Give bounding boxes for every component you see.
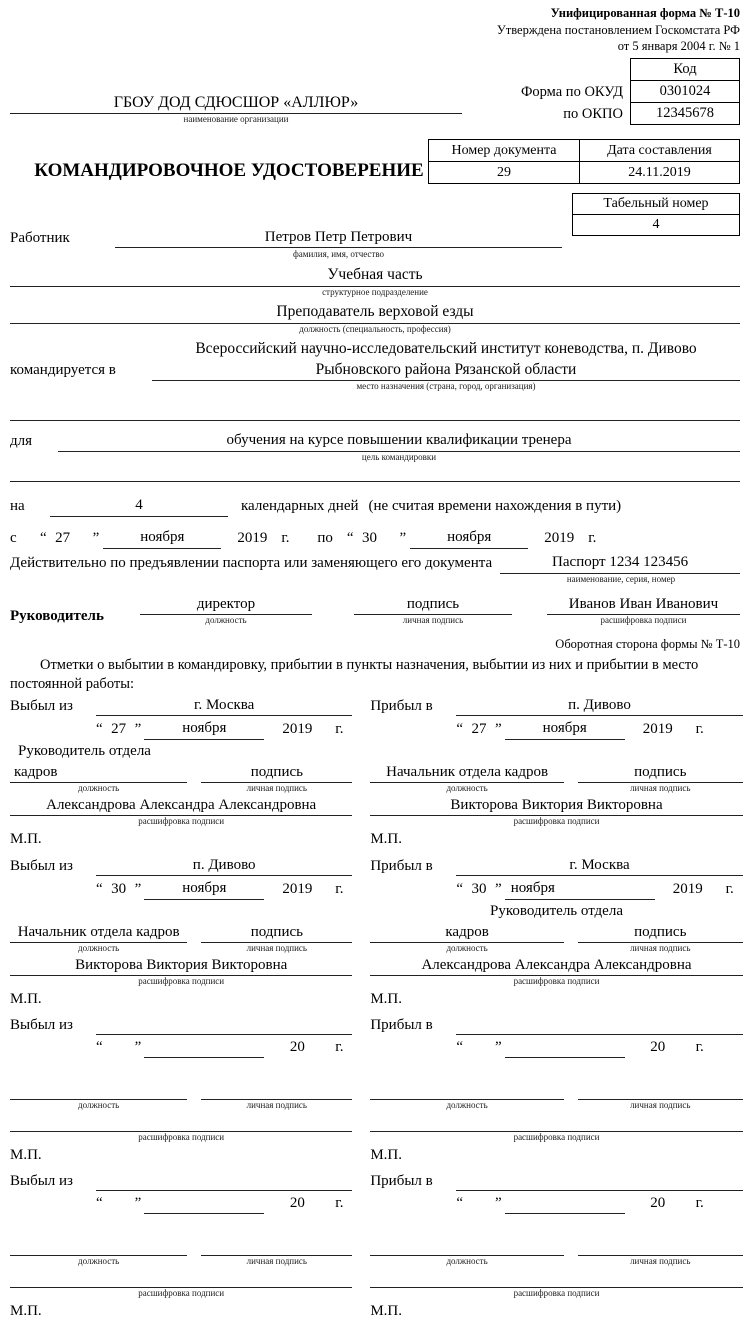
head-label: Руководитель: [10, 607, 104, 624]
head-signature-row: [10, 594, 740, 626]
name-caption: расшифровка подписи: [138, 1288, 225, 1299]
duration-text: календарных дней: [241, 497, 359, 514]
quote-close: ”: [134, 721, 142, 738]
departed-from-label: Выбыл из: [10, 698, 73, 715]
purpose-field: обучения на курсе повышении квалификации тренера: [58, 430, 740, 452]
destination-label: командируется в: [10, 361, 116, 378]
signature-field: подпись: [578, 762, 743, 783]
head-position-col: [140, 594, 312, 626]
to-month-field: ноября: [410, 526, 528, 549]
year-suffix: г.: [335, 1039, 344, 1056]
purpose-label: для: [10, 432, 33, 449]
year-field: 2019: [672, 881, 703, 898]
role-field: Начальник отдела кадров: [370, 762, 564, 783]
quote-close: ”: [399, 529, 407, 546]
signature-row: [10, 922, 352, 954]
mark-block-departed-2: [10, 855, 352, 1009]
date-row: [96, 717, 352, 740]
position-caption: должность: [446, 783, 488, 794]
mark-block-arrived-2: [370, 855, 742, 1009]
role-above: [10, 900, 352, 922]
worker-name-caption: фамилия, имя, отчество: [292, 248, 385, 259]
quote-open: “: [456, 1195, 464, 1212]
role-field: кадров: [370, 922, 564, 943]
quote-close: ”: [495, 1195, 502, 1212]
valid-document-caption: наименование, серия, номер: [566, 573, 676, 584]
duration-row: [10, 495, 740, 517]
quote-close: ”: [495, 881, 502, 898]
departed-from-label: Выбыл из: [10, 858, 73, 875]
organization-block: [10, 70, 462, 125]
valid-document-field: Паспорт 1234 123456: [500, 552, 740, 574]
quote-open: “: [40, 529, 47, 546]
date-row: [96, 1192, 352, 1214]
blank-continuation-line-2: [10, 468, 740, 482]
position-caption: должность: [78, 943, 120, 954]
name-caption: расшифровка подписи: [138, 816, 225, 827]
quote-close: ”: [134, 881, 142, 898]
month-field: ноября: [505, 877, 655, 900]
name-field: [10, 1112, 352, 1132]
signature-row: [370, 762, 742, 794]
month-field: ноября: [144, 877, 264, 900]
department-caption: структурное подразделение: [322, 286, 428, 297]
name-field: [370, 1112, 742, 1132]
day-field: 27: [111, 721, 127, 738]
personnel-number-table: [572, 193, 740, 236]
quote-close: ”: [495, 1039, 502, 1056]
role-field: [370, 1236, 564, 1256]
arrived-at-label: Прибыл в: [370, 1173, 433, 1190]
quote-open: “: [456, 1039, 464, 1056]
quote-close: ”: [495, 721, 502, 738]
role-above: [10, 1214, 352, 1236]
worker-row: [10, 227, 562, 248]
blank-continuation-line: [10, 404, 740, 421]
period-row: [10, 526, 740, 549]
quote-open: “: [456, 721, 464, 738]
month-field: ноября: [144, 717, 264, 740]
signature-caption: личная подпись: [630, 943, 691, 954]
place-field: п. Дивово: [96, 855, 352, 876]
position-caption: должность: [78, 1100, 120, 1111]
year-suffix: г.: [695, 721, 704, 738]
okud-label: Форма по ОКУД: [520, 83, 623, 100]
head-signature-col: [354, 594, 512, 626]
form-approval-header: [10, 5, 740, 55]
stamp-mp: М.П.: [370, 831, 403, 848]
year-suffix: г.: [725, 881, 734, 898]
stamp-mp: М.П.: [10, 1303, 42, 1320]
quote-open: “: [96, 881, 103, 898]
signature-caption: личная подпись: [630, 1256, 691, 1267]
place-field: г. Москва: [456, 855, 742, 876]
quote-open: “: [456, 881, 464, 898]
stamp-mp: М.П.: [370, 1147, 403, 1164]
purpose-caption: цель командировки: [361, 451, 437, 462]
destination-row: [10, 338, 740, 381]
signature-caption: личная подпись: [246, 1256, 308, 1267]
date-row: [96, 1036, 352, 1058]
doc-date-header: Дата составления: [580, 140, 739, 161]
document-title: КОМАНДИРОВОЧНОЕ УДОСТОВЕРЕНИЕ: [34, 159, 424, 181]
approved-date-line: от 5 января 2004 г. № 1: [617, 39, 740, 53]
name-caption: расшифровка подписи: [138, 1132, 225, 1143]
date-row: [456, 877, 742, 900]
role-above: Руководитель отдела: [490, 903, 623, 920]
purpose-caption-wrap: [58, 452, 740, 463]
duration-label: на: [10, 497, 25, 514]
date-row: [456, 1036, 742, 1058]
mark-block-departed-4: [10, 1171, 352, 1321]
doc-number-header: Номер документа: [429, 140, 579, 161]
quote-open: “: [96, 1195, 103, 1212]
position-caption: должность: [446, 943, 488, 954]
position-field-block: [10, 303, 740, 335]
organization-name-field: ГБОУ ДОД СДЮСШОР «АЛЛЮР»: [10, 94, 462, 114]
organization-caption: наименование организации: [183, 113, 289, 124]
arrived-at-label: Прибыл в: [370, 1017, 433, 1034]
signature-caption: личная подпись: [630, 1100, 691, 1111]
quote-close: ”: [134, 1039, 142, 1056]
valid-document-label: Действительно по предъявлении паспорта или заменяющего его документа: [10, 554, 493, 571]
year-field: 2019: [642, 721, 673, 738]
role-field: кадров: [10, 762, 187, 783]
year-suffix: г.: [695, 1039, 704, 1056]
mark-block-arrived-4: [370, 1171, 742, 1321]
head-name-col: [547, 594, 740, 626]
role-above: [10, 1058, 352, 1080]
month-field: [505, 1192, 625, 1214]
year-suffix: г.: [335, 881, 344, 898]
to-year-suffix: г.: [588, 529, 597, 546]
place-field: [96, 1015, 352, 1035]
okpo-label: по ОКПО: [563, 105, 623, 122]
name-field: Викторова Виктория Викторовна: [370, 795, 742, 816]
place-field: п. Дивово: [456, 695, 742, 716]
head-signature-caption: личная подпись: [402, 614, 464, 625]
doc-number-value: 29: [429, 162, 579, 183]
destination-caption: место назначения (страна, город, организация): [356, 380, 536, 391]
month-field: [144, 1192, 264, 1214]
personnel-number-header: Табельный номер: [573, 194, 739, 214]
departed-from-label: Выбыл из: [10, 1173, 73, 1190]
day-field: 30: [471, 881, 487, 898]
role-field: Начальник отдела кадров: [10, 922, 187, 943]
personnel-number-value: 4: [573, 215, 739, 235]
from-label: с: [10, 529, 17, 546]
approved-by-line: Утверждена постановлением Госкомстата РФ: [496, 22, 740, 37]
unified-form-title: Унифицированная форма № Т-10: [550, 6, 740, 20]
signature-field: подпись: [201, 922, 352, 943]
stamp-mp: М.П.: [370, 991, 403, 1008]
name-field: [370, 1268, 742, 1288]
role-above: Руководитель отдела: [18, 743, 151, 760]
year-field: 20: [650, 1195, 666, 1212]
name-field: [10, 1268, 352, 1288]
signature-field: [201, 1080, 352, 1100]
role-above: [370, 740, 742, 762]
mark-block-departed-3: [10, 1015, 352, 1165]
worker-zone: [10, 193, 740, 261]
purpose-row: [10, 430, 740, 452]
quote-open: “: [96, 1039, 103, 1056]
mark-block-arrived-3: [370, 1015, 742, 1165]
from-year-suffix: г.: [281, 529, 290, 546]
year-suffix: г.: [335, 1195, 344, 1212]
signature-caption: личная подпись: [630, 783, 691, 794]
destination-field: [152, 338, 740, 381]
date-row: [96, 877, 352, 900]
valid-document-row: [10, 552, 740, 574]
okud-value-cell: 0301024: [631, 81, 739, 102]
signature-row: [10, 762, 352, 794]
duration-note: (не считая времени нахождения в пути): [368, 497, 622, 514]
signature-field: [578, 1236, 743, 1256]
code-header-cell: Код: [631, 59, 739, 80]
month-field: [144, 1036, 264, 1058]
valid-caption-wrap: [502, 574, 740, 585]
place-field: [96, 1171, 352, 1191]
year-suffix: г.: [335, 721, 344, 738]
stamp-mp: М.П.: [370, 1303, 403, 1320]
position-caption: должность: [446, 1256, 488, 1267]
arrived-at-label: Прибыл в: [370, 858, 433, 875]
doc-number-table: [428, 139, 740, 184]
place-field: [456, 1171, 742, 1191]
okpo-value-cell: 12345678: [631, 103, 739, 124]
name-caption: расшифровка подписи: [513, 1288, 600, 1299]
from-month-field: ноября: [103, 526, 221, 549]
mark-block-arrived-1: [370, 695, 742, 849]
code-table-labels: [521, 58, 630, 125]
quote-close: ”: [92, 529, 100, 546]
signature-field: [578, 1080, 743, 1100]
signature-field: подпись: [201, 762, 352, 783]
name-field: Викторова Виктория Викторовна: [10, 955, 352, 976]
stamp-mp: М.П.: [10, 831, 42, 848]
year-field: 20: [289, 1195, 305, 1212]
name-field: Александрова Александра Александровна: [10, 795, 352, 816]
signature-row: [370, 1236, 742, 1267]
backside-note: Оборотная сторона формы № Т-10: [555, 636, 740, 651]
signature-caption: личная подпись: [246, 1100, 308, 1111]
doc-date-value: 24.11.2019: [580, 162, 739, 183]
position-caption: должность (специальность, профессия): [299, 323, 451, 334]
quote-open: “: [346, 529, 354, 546]
to-label: по: [317, 529, 333, 546]
name-caption: расшифровка подписи: [513, 1132, 600, 1143]
head-name-caption: расшифровка подписи: [600, 614, 687, 625]
position-caption: должность: [78, 783, 120, 794]
department-field-block: [10, 266, 740, 298]
okud-zone: [10, 58, 740, 125]
position-caption: должность: [78, 1256, 120, 1267]
role-field: [10, 1080, 187, 1100]
department-field: Учебная часть: [10, 266, 740, 287]
role-above: [370, 1058, 742, 1080]
place-field: г. Москва: [96, 695, 352, 716]
year-field: 2019: [282, 721, 313, 738]
role-above: [370, 1214, 742, 1236]
name-caption: расшифровка подписи: [513, 976, 600, 987]
year-field: 20: [650, 1039, 666, 1056]
signature-row: [370, 1080, 742, 1111]
to-day-field: 30: [362, 529, 378, 546]
departed-from-label: Выбыл из: [10, 1017, 73, 1034]
destination-line1: Всероссийский научно-исследовательский институт коневодства, п. Дивово: [195, 339, 697, 357]
day-field: 27: [471, 721, 487, 738]
from-day-field: 27: [55, 529, 71, 546]
to-year-field: 2019: [544, 529, 575, 546]
date-row: [456, 1192, 742, 1214]
stamp-mp: М.П.: [10, 991, 42, 1008]
day-field: 30: [111, 881, 127, 898]
month-field: ноября: [505, 717, 625, 740]
name-caption: расшифровка подписи: [513, 816, 600, 827]
arrived-at-label: Прибыл в: [370, 698, 433, 715]
quote-close: ”: [134, 1195, 142, 1212]
place-field: [456, 1015, 742, 1035]
marks-blocks: [10, 695, 740, 1327]
name-field: Александрова Александра Александровна: [370, 955, 742, 976]
stamp-mp: М.П.: [10, 1147, 42, 1164]
year-field: 2019: [282, 881, 313, 898]
worker-label: Работник: [10, 229, 70, 246]
head-signature-field: подпись: [354, 594, 512, 615]
from-year-field: 2019: [237, 529, 268, 546]
worker-name-field: Петров Петр Петрович: [115, 227, 562, 248]
month-field: [505, 1036, 625, 1058]
head-position-caption: должность: [205, 614, 247, 625]
signature-row: [10, 1236, 352, 1267]
marks-intro-paragraph: Отметки о выбытии в командировку, прибытии в пункты назначения, выбытии из них и прибытии в место постоянной работы:: [10, 656, 699, 692]
quote-open: “: [96, 721, 103, 738]
role-field: [10, 1236, 187, 1256]
signature-field: [201, 1236, 352, 1256]
position-caption: должность: [446, 1100, 488, 1111]
code-table-values: [630, 58, 740, 125]
year-suffix: г.: [695, 1195, 704, 1212]
mark-block-departed-1: [10, 695, 352, 849]
role-field: [370, 1080, 564, 1100]
destination-line2: Рыбновского района Рязанской области: [152, 359, 740, 381]
date-row: [456, 717, 742, 740]
signature-caption: личная подпись: [246, 783, 308, 794]
signature-caption: личная подпись: [246, 943, 308, 954]
position-field: Преподаватель верховой езды: [10, 303, 740, 324]
name-caption: расшифровка подписи: [138, 976, 225, 987]
title-row: [10, 139, 740, 184]
signature-row: [370, 922, 742, 954]
year-field: 20: [289, 1039, 305, 1056]
head-name-field: Иванов Иван Иванович: [547, 594, 740, 615]
code-table: [521, 58, 740, 125]
destination-caption-wrap: [152, 381, 740, 392]
duration-field: 4: [50, 495, 228, 517]
signature-field: подпись: [578, 922, 743, 943]
head-position-field: директор: [140, 594, 312, 615]
signature-row: [10, 1080, 352, 1111]
